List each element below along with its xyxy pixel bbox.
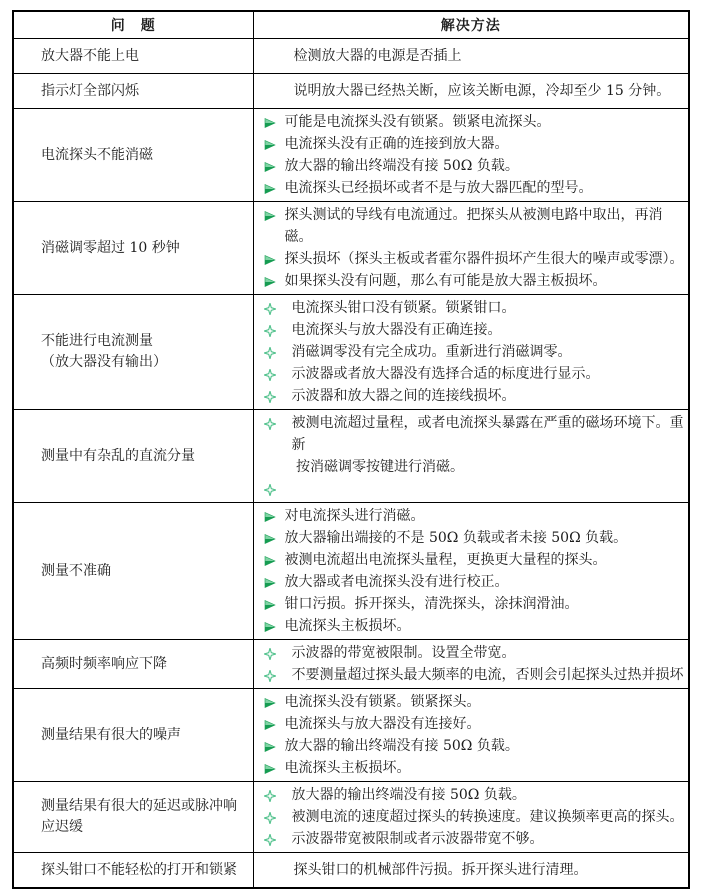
- diamond-bullet-icon: [264, 385, 277, 403]
- solution-cell: [253, 640, 689, 689]
- solution-cell: [253, 503, 689, 640]
- problem-cell: [13, 202, 253, 295]
- solution-line: 电流探头与放大器没有连接好。: [284, 716, 481, 732]
- solution-item: [254, 133, 685, 155]
- solution-line: 放大器的输出终端没有接 50Ω 负载。: [284, 158, 519, 174]
- diamond-bullet-icon: [264, 478, 277, 496]
- diamond-bullet-icon: [264, 784, 277, 802]
- arrow-bullet-icon: [264, 615, 277, 633]
- problem-text: 测量不准确: [41, 562, 111, 579]
- problem-cell: [13, 503, 253, 640]
- table-row: [13, 109, 689, 202]
- problem-cell: [13, 640, 253, 689]
- arrow-bullet-icon: [264, 155, 277, 173]
- solution-item: [254, 713, 685, 735]
- table-row: [13, 640, 689, 689]
- arrow-bullet-icon: [264, 111, 277, 129]
- solution-cell: [253, 74, 689, 109]
- problem-cell: [13, 410, 253, 503]
- solution-line: [292, 478, 685, 500]
- solution-text: [285, 248, 685, 270]
- solution-line: 电流探头已经损坏或者不是与放大器匹配的型号。: [284, 180, 593, 196]
- solution-text: [292, 412, 685, 478]
- solution-item: [254, 615, 685, 637]
- solution-cell: [253, 109, 689, 202]
- solution-text: [292, 341, 685, 363]
- solution-text: [292, 385, 685, 407]
- solution-text: [285, 204, 685, 248]
- solution-line: 探头钳口的机械部件污损。拆开探头进行清理。: [293, 862, 588, 878]
- solution-line: 电流探头没有正确的连接到放大器。: [284, 136, 509, 152]
- solution-line: 如果探头没有问题，那么有可能是放大器主板损坏。: [284, 273, 607, 289]
- diamond-bullet-icon: [264, 341, 277, 359]
- solution-text: [285, 757, 685, 779]
- solution-text: [285, 111, 685, 133]
- arrow-bullet-icon: [264, 177, 277, 195]
- arrow-bullet-icon: [264, 735, 277, 753]
- problem-text: 指示灯全部闪烁: [41, 82, 139, 99]
- header-solution-cell: 解决方法: [253, 11, 689, 39]
- arrow-bullet-icon: [264, 270, 277, 288]
- problem-cell: [13, 74, 253, 109]
- solution-line: 按消磁调零按键进行消磁。: [291, 459, 464, 475]
- solution-text: [254, 859, 683, 881]
- troubleshooting-document: [12, 10, 690, 889]
- solution-text: [285, 527, 685, 549]
- solution-line: 电流探头没有锁紧。锁紧探头。: [284, 694, 481, 710]
- problem-cell: [13, 295, 253, 410]
- solution-cell: [253, 853, 689, 889]
- solution-cell: [253, 202, 689, 295]
- solution-item: [254, 691, 685, 713]
- solution-line: 电流探头主板损坏。: [284, 618, 411, 634]
- solution-text: [285, 133, 685, 155]
- problem-text: 测量结果有很大的噪声: [41, 726, 181, 743]
- solution-text: [292, 806, 685, 828]
- solution-cell: [253, 689, 689, 782]
- table-row: [13, 202, 689, 295]
- troubleshooting-table: [12, 10, 690, 889]
- solution-item: [254, 859, 683, 881]
- solution-line: 放大器或者电流探头没有进行校正。: [284, 574, 509, 590]
- arrow-bullet-icon: [264, 204, 277, 222]
- solution-line: 示波器和放大器之间的连接线损坏。: [291, 388, 516, 404]
- problem-text: 测量中有杂乱的直流分量: [41, 447, 195, 464]
- solution-line: 电流探头与放大器没有正确连接。: [291, 322, 502, 338]
- solution-text: [292, 664, 685, 686]
- solution-item: [254, 664, 685, 686]
- arrow-bullet-icon: [264, 757, 277, 775]
- arrow-bullet-icon: [264, 713, 277, 731]
- diamond-bullet-icon: [264, 319, 277, 337]
- arrow-bullet-icon: [264, 527, 277, 545]
- arrow-bullet-icon: [264, 248, 277, 266]
- diamond-bullet-icon: [264, 664, 277, 682]
- solution-text: [285, 713, 685, 735]
- problem-text: 探头钳口不能轻松的打开和锁紧: [41, 861, 237, 878]
- problem-text: 高频时频率响应下降: [41, 655, 167, 672]
- problem-text: 电流探头不能消磁: [41, 146, 153, 163]
- diamond-bullet-icon: [264, 828, 277, 846]
- arrow-bullet-icon: [264, 505, 277, 523]
- table-row: [13, 410, 689, 503]
- solution-cell: [253, 782, 689, 853]
- problem-cell: [13, 689, 253, 782]
- diamond-bullet-icon: [264, 412, 277, 430]
- solution-item: [254, 571, 685, 593]
- solution-line: 放大器的输出终端没有接 50Ω 负载。: [284, 738, 519, 754]
- solution-line: 示波器的带宽被限制。设置全带宽。: [291, 645, 516, 661]
- solution-line: 不要测量超过探头最大频率的电流，否则会引起探头过热并损坏: [291, 667, 684, 683]
- solution-item: [254, 505, 685, 527]
- solution-text: [285, 549, 685, 571]
- solution-item: [254, 549, 685, 571]
- solution-text: [285, 270, 685, 292]
- solution-line: 消磁调零没有完全成功。重新进行消磁调零。: [291, 344, 572, 360]
- solution-cell: [253, 39, 689, 74]
- solution-line: 示波器带宽被限制或者示波器带宽不够。: [291, 831, 544, 847]
- problem-cell: [13, 39, 253, 74]
- solution-text: [285, 505, 685, 527]
- solution-text: [292, 478, 685, 500]
- solution-text: [285, 155, 685, 177]
- problem-text: （放大器没有输出）: [41, 354, 167, 370]
- table-header-row: [13, 11, 689, 39]
- solution-line: 探头损坏（探头主板或者霍尔器件损坏产生很大的噪声或零漂）。: [284, 251, 684, 267]
- diamond-bullet-icon: [264, 642, 277, 660]
- arrow-bullet-icon: [264, 593, 277, 611]
- solution-line: 被测电流超出电流探头量程，更换更大量程的探头。: [284, 552, 607, 568]
- table-row: [13, 503, 689, 640]
- solution-line: 对电流探头进行消磁。: [284, 508, 425, 524]
- solution-item: [254, 155, 685, 177]
- solution-line: 检测放大器的电源是否插上: [293, 48, 462, 64]
- solution-cell: [253, 410, 689, 503]
- problem-text: 测量结果有很大的延迟或脉冲响: [41, 798, 237, 814]
- problem-text: 应迟缓: [41, 819, 83, 835]
- arrow-bullet-icon: [264, 691, 277, 709]
- solution-line: 电流探头钳口没有锁紧。锁紧钳口。: [291, 300, 516, 316]
- solution-text: [285, 593, 685, 615]
- diamond-bullet-icon: [264, 806, 277, 824]
- diamond-bullet-icon: [264, 363, 277, 381]
- solution-item: [254, 735, 685, 757]
- header-problem-cell: 问 题: [13, 11, 253, 39]
- solution-text: [285, 691, 685, 713]
- table-row: [13, 74, 689, 109]
- solution-item: [254, 806, 685, 828]
- solution-text: [292, 642, 685, 664]
- solution-text: [292, 363, 685, 385]
- solution-line: 被测电流的速度超过探头的转换速度。建议换频率更高的探头。: [291, 809, 684, 825]
- solution-item: [254, 204, 685, 248]
- solution-line: 被测电流超过量程，或者电流探头暴露在严重的磁场环境下。重新: [291, 415, 684, 453]
- solution-line: 可能是电流探头没有锁紧。锁紧电流探头。: [284, 114, 551, 130]
- solution-line: 示波器或者放大器没有选择合适的标度进行显示。: [291, 366, 600, 382]
- solution-text: [285, 615, 685, 637]
- solution-text: [292, 784, 685, 806]
- table-row: [13, 782, 689, 853]
- solution-text: [285, 735, 685, 757]
- problem-text: 消磁调零超过 10 秒钟: [41, 239, 180, 256]
- arrow-bullet-icon: [264, 571, 277, 589]
- solution-line: 放大器的输出终端没有接 50Ω 负载。: [291, 787, 526, 803]
- solution-item: [254, 363, 685, 385]
- solution-text: [285, 571, 685, 593]
- solution-text: [292, 297, 685, 319]
- solution-item: [254, 45, 683, 67]
- problem-cell: [13, 782, 253, 853]
- solution-line: 钳口污损。拆开探头，清洗探头，涂抹润滑油。: [284, 596, 579, 612]
- solution-item: [254, 828, 685, 850]
- arrow-bullet-icon: [264, 549, 277, 567]
- solution-text: [285, 177, 685, 199]
- solution-item: [254, 757, 685, 779]
- arrow-bullet-icon: [264, 133, 277, 151]
- table-row: [13, 689, 689, 782]
- solution-cell: [253, 295, 689, 410]
- solution-text: [254, 45, 683, 67]
- solution-item: [254, 248, 685, 270]
- solution-item: [254, 341, 685, 363]
- problem-text: 不能进行电流测量: [41, 333, 153, 349]
- table-row: [13, 295, 689, 410]
- problem-cell: [13, 109, 253, 202]
- problem-text: 放大器不能上电: [41, 47, 139, 64]
- table-row: [13, 39, 689, 74]
- solution-text: [292, 319, 685, 341]
- solution-line: 说明放大器已经热关断，应该关断电源，冷却至少 15 分钟。: [293, 83, 671, 99]
- solution-item: [254, 385, 685, 407]
- solution-item: [254, 642, 685, 664]
- solution-item: [254, 784, 685, 806]
- solution-item: [254, 111, 685, 133]
- solution-item: [254, 527, 685, 549]
- table-body: [13, 39, 689, 889]
- solution-item: [254, 478, 685, 500]
- solution-text: [254, 80, 683, 102]
- solution-text: [292, 828, 685, 850]
- solution-item: [254, 412, 685, 478]
- solution-item: [254, 270, 685, 292]
- solution-item: [254, 319, 685, 341]
- solution-line: 放大器输出端接的不是 50Ω 负载或者未接 50Ω 负载。: [284, 530, 628, 546]
- solution-line: 电流探头主板损坏。: [284, 760, 411, 776]
- solution-item: [254, 297, 685, 319]
- problem-cell: [13, 853, 253, 889]
- solution-line: 探头测试的导线有电流通过。把探头从被测电路中取出，再消磁。: [284, 207, 663, 245]
- solution-item: [254, 80, 683, 102]
- table-row: [13, 853, 689, 889]
- solution-item: [254, 593, 685, 615]
- diamond-bullet-icon: [264, 297, 277, 315]
- solution-item: [254, 177, 685, 199]
